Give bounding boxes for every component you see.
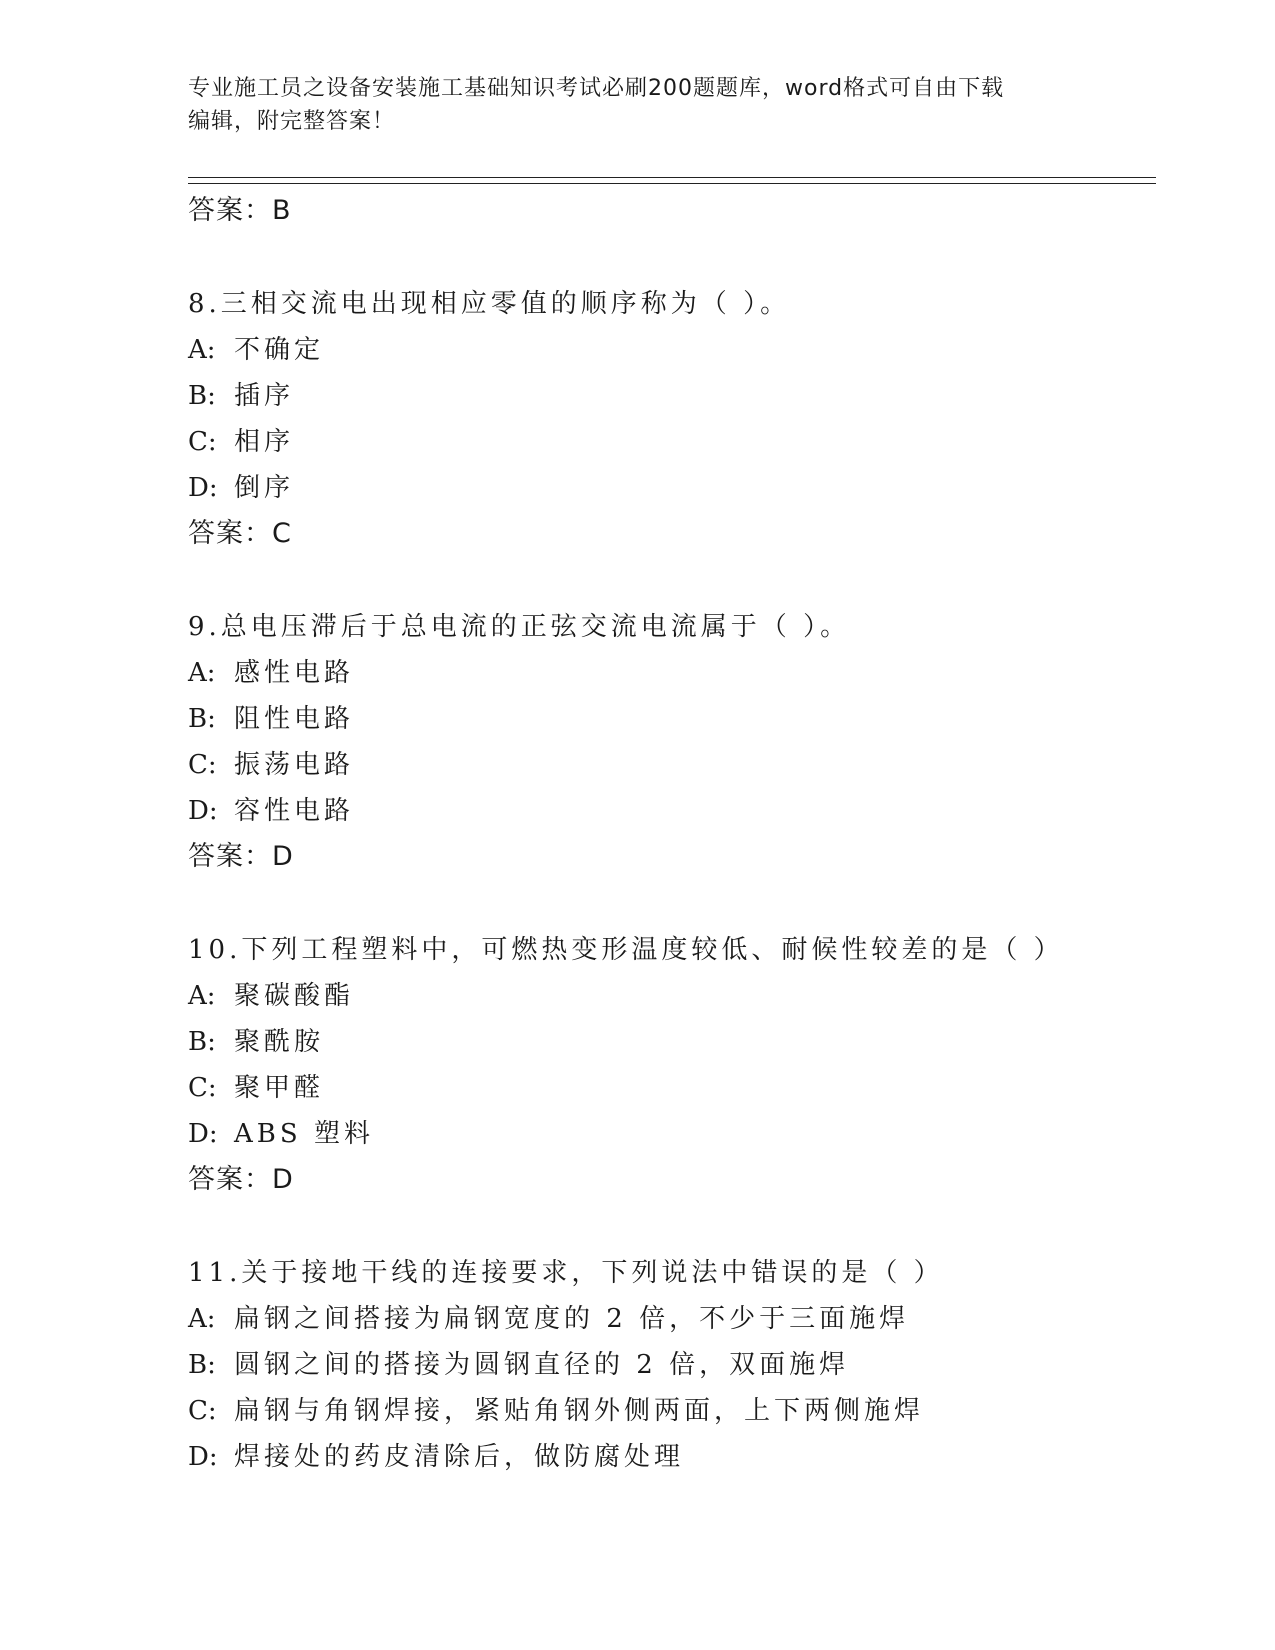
option-letter: C: (188, 1396, 217, 1426)
answer-10: 答案：D (188, 1164, 294, 1195)
option-letter: C: (188, 427, 217, 457)
option-text: 圆钢之间的搭接为圆钢直径的 2 倍，双面施焊 (234, 1350, 850, 1380)
option-text: 感性电路 (234, 658, 355, 688)
header-line-1: 专业施工员之设备安装施工基础知识考试必刷200题题库，word格式可自由下载 (188, 76, 1005, 101)
option-letter: A: (188, 1304, 216, 1334)
answer-9: 答案：D (188, 841, 294, 872)
option-letter: C: (188, 750, 217, 780)
document-header (188, 72, 1068, 138)
option-text: 插序 (234, 381, 295, 411)
header-divider-top (188, 177, 1156, 178)
option-8-d (188, 465, 1148, 511)
option-text: 扁钢与角钢焊接，紧贴角钢外侧两面，上下两侧施焊 (234, 1396, 925, 1426)
option-text: 倒序 (234, 473, 295, 503)
option-letter: A: (188, 658, 216, 688)
option-10-d (188, 1111, 1148, 1157)
option-text: 阻性电路 (234, 704, 355, 734)
option-8-c (188, 419, 1148, 465)
option-letter: B: (188, 704, 216, 734)
option-text: 容性电路 (234, 796, 355, 826)
option-letter: D: (188, 1442, 218, 1472)
option-10-a (188, 973, 1148, 1019)
option-9-d (188, 788, 1148, 834)
answer-7: 答案：B (188, 195, 292, 226)
option-8-a (188, 327, 1148, 373)
option-10-b (188, 1019, 1148, 1065)
option-text: 相序 (234, 427, 295, 457)
option-text: 焊接处的药皮清除后，做防腐处理 (234, 1442, 685, 1472)
option-text: 聚甲醛 (234, 1073, 325, 1103)
option-letter: A: (188, 981, 216, 1011)
header-line-2: 编辑，附完整答案！ (188, 109, 396, 134)
option-letter: D: (188, 1119, 218, 1149)
question-9: 9.总电压滞后于总电流的正弦交流电流属于（ ）。 (188, 612, 851, 642)
question-11: 11.关于接地干线的连接要求，下列说法中错误的是（ ） (188, 1258, 944, 1288)
option-text: 扁钢之间搭接为扁钢宽度的 2 倍，不少于三面施焊 (234, 1304, 910, 1334)
option-text: 聚酰胺 (234, 1027, 325, 1057)
option-11-b (188, 1342, 1148, 1388)
option-text: 不确定 (234, 335, 325, 365)
option-letter: D: (188, 796, 218, 826)
question-10: 10.下列工程塑料中，可燃热变形温度较低、耐候性较差的是（ ） (188, 935, 1064, 965)
option-11-d (188, 1434, 1148, 1480)
option-letter: D: (188, 473, 218, 503)
option-10-c (188, 1065, 1148, 1111)
option-8-b (188, 373, 1148, 419)
question-8: 8.三相交流电出现相应零值的顺序称为（ ）。 (188, 289, 791, 319)
option-letter: B: (188, 1027, 216, 1057)
option-letter: B: (188, 381, 216, 411)
option-11-a (188, 1296, 1148, 1342)
option-letter: A: (188, 335, 216, 365)
question-list (188, 188, 1148, 1480)
header-divider-bottom (188, 183, 1156, 184)
answer-8: 答案：C (188, 518, 292, 549)
option-11-c (188, 1388, 1148, 1434)
option-9-b (188, 696, 1148, 742)
option-text: ABS 塑料 (234, 1119, 374, 1149)
option-9-a (188, 650, 1148, 696)
option-letter: B: (188, 1350, 216, 1380)
option-text: 振荡电路 (234, 750, 355, 780)
option-letter: C: (188, 1073, 217, 1103)
option-9-c (188, 742, 1148, 788)
option-text: 聚碳酸酯 (234, 981, 355, 1011)
